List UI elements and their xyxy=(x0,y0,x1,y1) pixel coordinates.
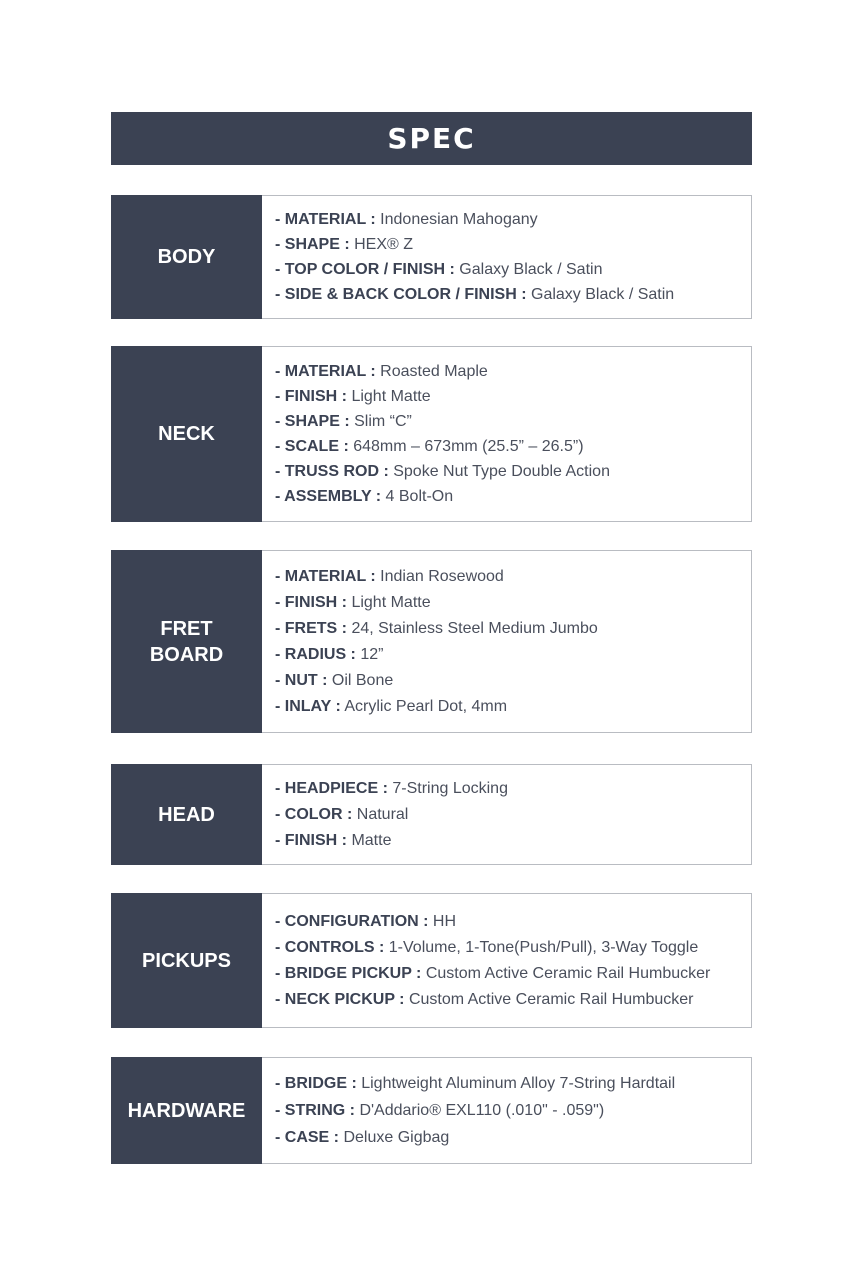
spec-item: - FRETS : 24, Stainless Steel Medium Jumbo xyxy=(275,619,598,637)
label-line: HARDWARE xyxy=(127,1099,246,1122)
section-neck xyxy=(111,346,752,522)
section-fretboard xyxy=(111,550,752,733)
spec-item: - ASSEMBLY : 4 Bolt-On xyxy=(275,488,454,505)
spec-item: - RADIUS : 12” xyxy=(275,645,384,663)
spec-item: - BRIDGE : Lightweight Aluminum Alloy 7-String Hardtail xyxy=(275,1075,676,1092)
spec-item: - SIDE & BACK COLOR / FINISH : Galaxy Black / Satin xyxy=(275,286,675,303)
section-hardware xyxy=(111,1057,752,1164)
section-head xyxy=(111,764,752,865)
label-line: HEAD xyxy=(158,803,215,826)
spec-item: - NECK PICKUP : Custom Active Ceramic Rail Humbucker xyxy=(275,990,694,1008)
spec-item: - COLOR : Natural xyxy=(275,805,409,823)
spec-item: - TOP COLOR / FINISH : Galaxy Black / Satin xyxy=(275,261,603,278)
label-line: FRET xyxy=(160,617,213,640)
section-label xyxy=(111,1057,262,1164)
label-line: BODY xyxy=(157,246,216,268)
spec-item: - SHAPE : Slim “C” xyxy=(275,413,412,430)
spec-list xyxy=(262,894,710,1027)
label-line: BOARD xyxy=(149,643,224,666)
spec-list xyxy=(262,551,598,732)
section-label xyxy=(111,346,262,522)
spec-item: - TRUSS ROD : Spoke Nut Type Double Action xyxy=(275,463,610,480)
section-label xyxy=(111,195,262,319)
spec-item: - MATERIAL : Roasted Maple xyxy=(275,363,488,380)
section-label xyxy=(111,893,262,1028)
label-line: NECK xyxy=(158,423,215,445)
spec-item: - FINISH : Matte xyxy=(275,831,392,849)
spec-list xyxy=(262,347,610,521)
spec-title: SPEC xyxy=(111,112,752,165)
label-line: PICKUPS xyxy=(142,949,231,972)
spec-item: - SCALE : 648mm – 673mm (25.5” – 26.5”) xyxy=(275,438,584,455)
spec-item: - SHAPE : HEX® Z xyxy=(275,236,414,253)
spec-item: - FINISH : Light Matte xyxy=(275,388,431,405)
spec-item: - MATERIAL : Indian Rosewood xyxy=(275,567,504,585)
section-pickups xyxy=(111,893,752,1028)
spec-item: - HEADPIECE : 7-String Locking xyxy=(275,779,508,797)
spec-item: - INLAY : Acrylic Pearl Dot, 4mm xyxy=(275,697,508,715)
spec-list xyxy=(262,196,674,318)
spec-item: - CASE : Deluxe Gigbag xyxy=(275,1129,450,1146)
section-label xyxy=(111,764,262,865)
spec-item: - FINISH : Light Matte xyxy=(275,593,431,611)
spec-item: - MATERIAL : Indonesian Mahogany xyxy=(275,211,538,228)
spec-list xyxy=(262,765,508,864)
spec-list xyxy=(262,1058,675,1163)
spec-item: - NUT : Oil Bone xyxy=(275,671,394,689)
section-label xyxy=(111,550,262,733)
spec-item: - STRING : D'Addario® EXL110 (.010" - .059") xyxy=(275,1102,605,1119)
spec-item: - CONFIGURATION : HH xyxy=(275,912,457,930)
spec-item: - BRIDGE PICKUP : Custom Active Ceramic Rail Humbucker xyxy=(275,964,711,982)
spec-item: - CONTROLS : 1-Volume, 1-Tone(Push/Pull), 3-Way Toggle xyxy=(275,938,699,956)
section-body xyxy=(111,195,752,319)
